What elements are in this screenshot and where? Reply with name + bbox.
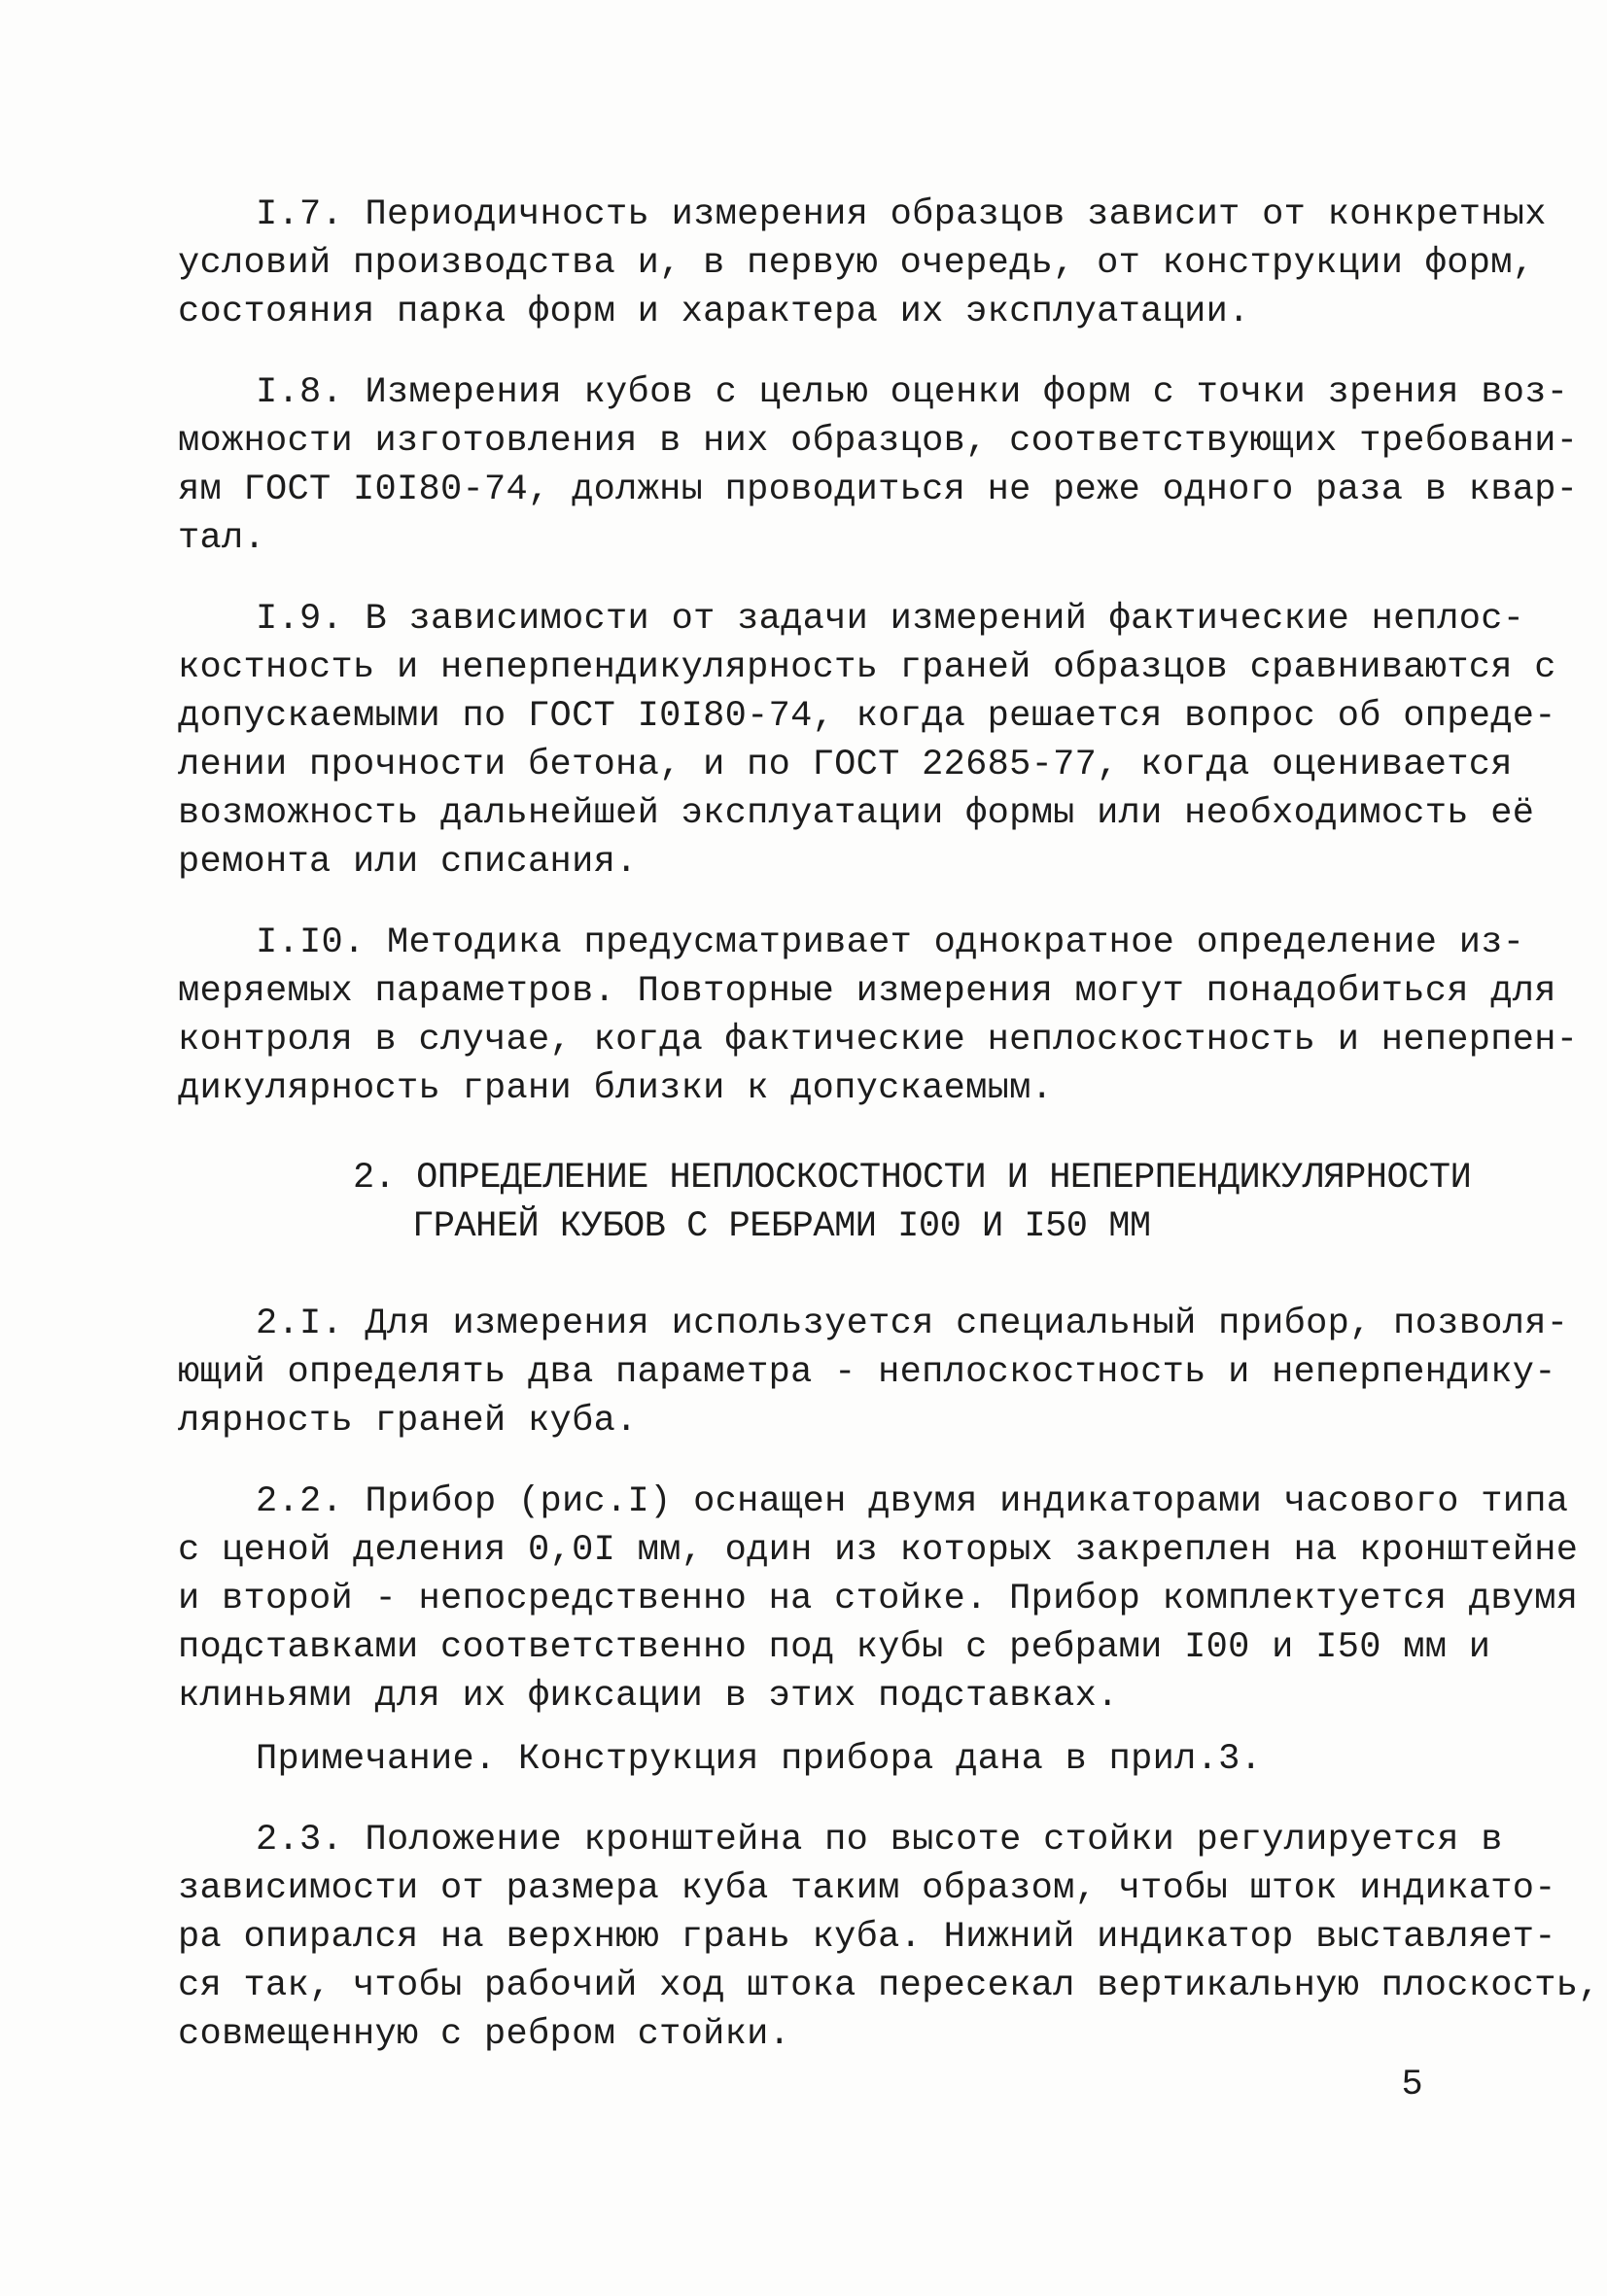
text-line: ра опирался на верхнюю грань куба. Нижний индикатор выставляет- bbox=[178, 1917, 1556, 1958]
paragraph-1-10 bbox=[178, 919, 1579, 1113]
paragraph-1-8 bbox=[178, 368, 1579, 563]
text-line: ремонта или списания. bbox=[178, 842, 638, 883]
text-line: I.7. Периодичность измерения образцов зависит от конкретных bbox=[256, 194, 1547, 235]
text-line: можности изготовления в них образцов, соответствующих требовани- bbox=[178, 421, 1579, 462]
text-line: контроля в случае, когда фактические неплоскостность и неперпен- bbox=[178, 1020, 1579, 1061]
text-line: условий производства и, в первую очередь, от конструкции форм, bbox=[178, 243, 1535, 284]
text-line: 2.2. Прибор (рис.I) оснащен двумя индикаторами часового типа bbox=[256, 1481, 1569, 1522]
paragraph-1-9 bbox=[178, 595, 1556, 887]
text-line: I.I0. Методика предусматривает однократное определение из- bbox=[256, 922, 1525, 963]
text-line: меряемых параметров. Повторные измерения могут понадобиться для bbox=[178, 971, 1556, 1012]
text-line: ющий определять два параметра - неплоскостность и неперпендику- bbox=[178, 1352, 1556, 1393]
text-line: допускаемыми по ГОСТ I0I80-74, когда решается вопрос об опреде- bbox=[178, 696, 1556, 737]
text-line: с ценой деления 0,0I мм, один из которых закреплен на кронштейне bbox=[178, 1530, 1579, 1571]
text-line: ся так, чтобы рабочий ход штока пересекал вертикальную плоскость, bbox=[178, 1966, 1600, 2006]
text-line: дикулярность грани близки к допускаемым. bbox=[178, 1068, 1054, 1109]
note-line: Примечание. Конструкция прибора дана в прил.3. bbox=[256, 1739, 1263, 1780]
text-line: подставками соответственно под кубы с ребрами I00 и I50 мм и bbox=[178, 1627, 1491, 1668]
text-line: I.8. Измерения кубов с целью оценки форм с точки зрения воз- bbox=[256, 372, 1569, 413]
section-heading-line-2: ГРАНЕЙ КУБОВ С РЕБРАМИ I00 И I50 ММ bbox=[412, 1206, 1151, 1247]
text-line: ям ГОСТ I0I80-74, должны проводиться не реже одного раза в квар- bbox=[178, 470, 1579, 510]
paragraph-1-7 bbox=[178, 191, 1547, 336]
text-line: костность и неперпендикулярность граней образцов сравниваются с bbox=[178, 647, 1556, 688]
paragraph-2-2 bbox=[178, 1478, 1579, 1721]
note-paragraph bbox=[178, 1735, 1442, 1784]
page-number: 5 bbox=[1401, 2065, 1423, 2105]
text-line: и второй - непосредственно на стойке. Прибор комплектуется двумя bbox=[178, 1579, 1579, 1619]
text-line: возможность дальнейшей эксплуатации формы или необходимость её bbox=[178, 793, 1535, 834]
text-line: 2.3. Положение кронштейна по высоте стойки регулируется в bbox=[256, 1820, 1503, 1861]
paragraph-2-3 bbox=[178, 1816, 1600, 2059]
text-line: клиньями для их фиксации в этих подставках. bbox=[178, 1676, 1119, 1717]
section-heading-line-1: 2. ОПРЕДЕЛЕНИЕ НЕПЛОСКОСТНОСТИ И НЕПЕРПЕНДИКУЛЯРНОСТИ bbox=[353, 1158, 1472, 1199]
text-line: 2.I. Для измерения используется специальный прибор, позволя- bbox=[256, 1304, 1569, 1344]
text-line: I.9. В зависимости от задачи измерений фактические неплос- bbox=[256, 599, 1525, 640]
text-line: лении прочности бетона, и по ГОСТ 22685-77, когда оценивается bbox=[178, 745, 1513, 785]
section-heading bbox=[178, 1154, 1472, 1251]
text-line: состояния парка форм и характера их эксплуатации. bbox=[178, 292, 1250, 332]
text-line: тал. bbox=[178, 518, 266, 559]
text-line: зависимости от размера куба таким образом, чтобы шток индикато- bbox=[178, 1868, 1556, 1909]
text-line: лярность граней куба. bbox=[178, 1401, 638, 1442]
text-line: совмещенную с ребром стойки. bbox=[178, 2014, 791, 2055]
paragraph-2-1 bbox=[178, 1300, 1569, 1445]
page-content bbox=[178, 191, 1600, 2091]
